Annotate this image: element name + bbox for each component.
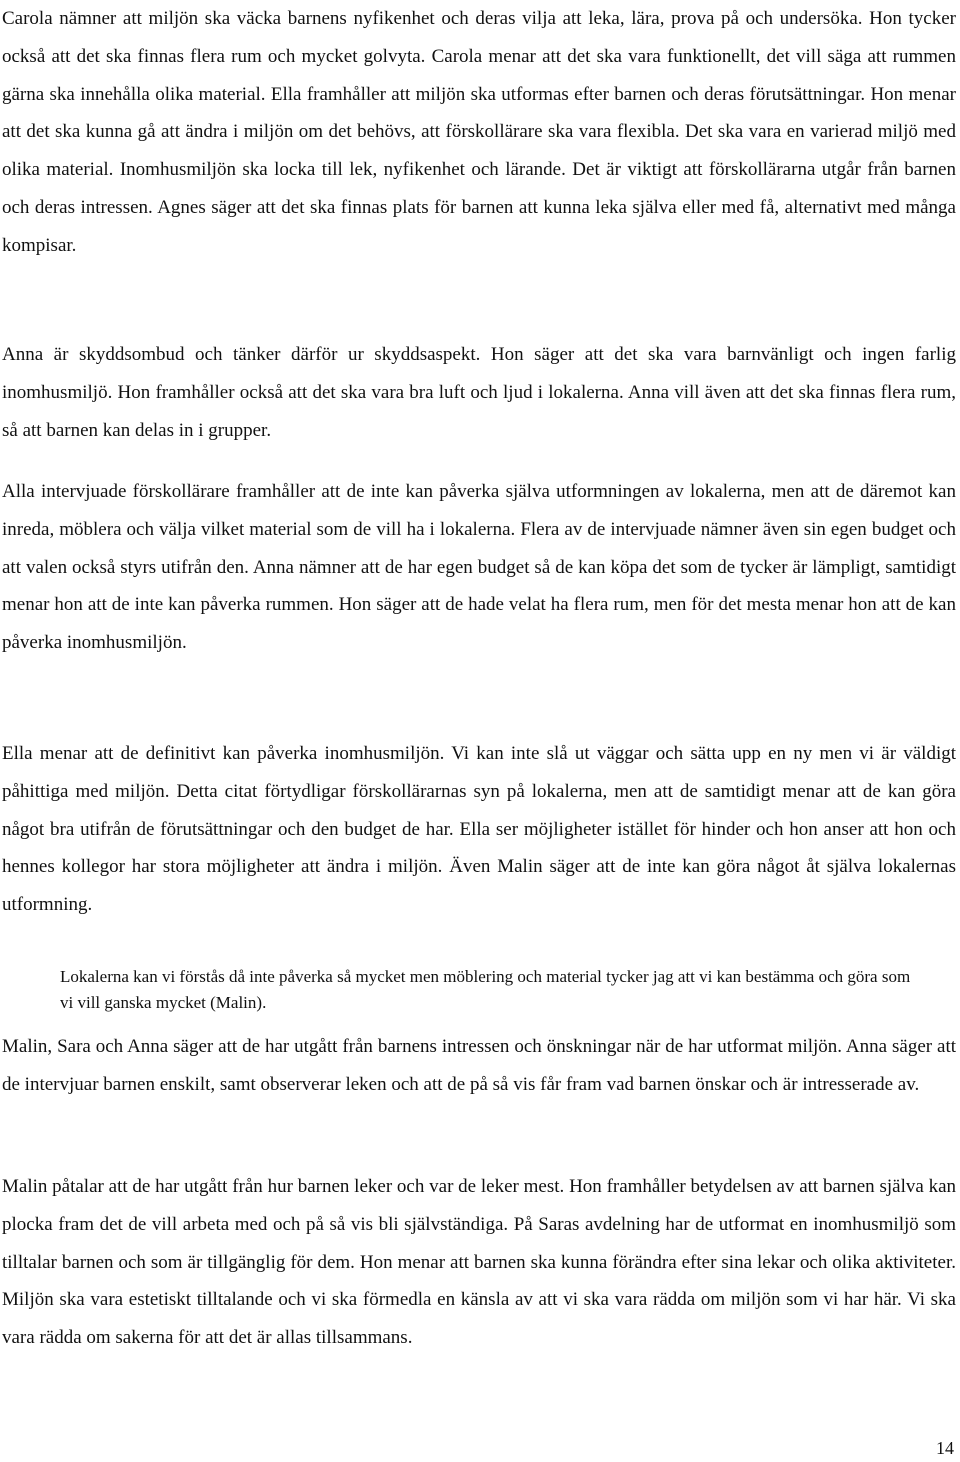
block-quote: Lokalerna kan vi förstås då inte påverka så mycket men möblering och material tycker jag att vi kan bestämma och göra som vi vill ganska mycket (Malin). bbox=[60, 967, 911, 1012]
page-number: 14 bbox=[936, 1438, 954, 1458]
paragraph-children-play: Malin påtalar att de har utgått från hur barnen leker och var de leker mest. Hon framhåller betydelsen av att barnen själva kan plocka fram det de vill arbeta med och på så vis bli självständiga. På Saras avdelning har de utformat en inomhusmiljö som tilltalar barnen och som är tillgänglig för dem. Hon menar att barnen ska kunna förändra efter sina lekar och olika aktiviteter. Miljön ska vara estetiskt tilltalande och vi ska förmedla en känsla av att vi ska vara rädda om miljön som vi har här. Vi ska vara rädda om sakerna för att det är allas tillsammans. bbox=[2, 1176, 956, 1349]
paragraph-environment-views: Carola nämner att miljön ska väcka barnens nyfikenhet och deras vilja att leka, lära, prova på och undersöka. Hon tycker också att det ska finnas flera rum och mycket golvyta. Carola menar att det ska vara funktionellt, det vill säga att rummen gärna ska innehålla olika material. Ella framhåller att miljön ska utformas efter barnen och deras förutsättningar. Hon menar att det ska kunna gå att ändra i miljön om det behövs, att förskollärare ska vara flexibla. Det ska vara en varierad miljö med olika material. Inomhusmiljön ska locka till lek, nyfikenhet och lärande. Det är viktigt att förskollärarna utgår från barnen och deras intressen. Agnes säger att det ska finnas plats för barnen att kunna leka själva eller med få, alternativt med många kompisar. bbox=[2, 8, 956, 256]
paragraph-safety-aspect: Anna är skyddsombud och tänker därför ur skyddsaspekt. Hon säger att det ska vara barnvänligt och ingen farlig inomhusmiljö. Hon framhåller också att det ska vara bra luft och ljud i lokalerna. Anna vill även att det ska finnas flera rum, så att barnen kan delas in i grupper. bbox=[2, 344, 956, 441]
paragraph-influence-premises: Alla intervjuade förskollärare framhåller att de inte kan påverka själva utformningen av lokalerna, men att de däremot kan inreda, möblera och välja vilket material som de vill ha i lokalerna. Flera av de intervjuade nämner även sin egen budget och att valen också styrs utifrån den. Anna nämner att de har egen budget så de kan köpa det som de tycker är lämpligt, samtidigt menar hon att de inte kan påverka rummen. Hon säger att de hade velat ha flera rum, men för det mesta menar hon att de kan påverka inomhusmiljön. bbox=[2, 481, 956, 654]
paragraph-children-interests: Malin, Sara och Anna säger att de har utgått från barnens intressen och önskningar när de har utformat miljön. Anna säger att de intervjuar barnen enskilt, samt observerar leken och att de på så vis får fram vad barnen önskar och är intresserade av. bbox=[2, 1036, 956, 1095]
paragraph-ella-influence: Ella menar att de definitivt kan påverka inomhusmiljön. Vi kan inte slå ut väggar och sätta upp en ny men vi är väldigt påhittiga med miljön. Detta citat förtydligar förskollärarnas syn på lokalerna, men att de samtidigt menar att de kan göra något bra utifrån de förutsättningar och den budget de har. Ella ser möjligheter istället för hinder och hon anser att hon och hennes kollegor har stora möjligheter att ändra i miljön. Även Malin säger att de inte kan göra något åt själva lokalernas utformning. bbox=[2, 743, 956, 916]
